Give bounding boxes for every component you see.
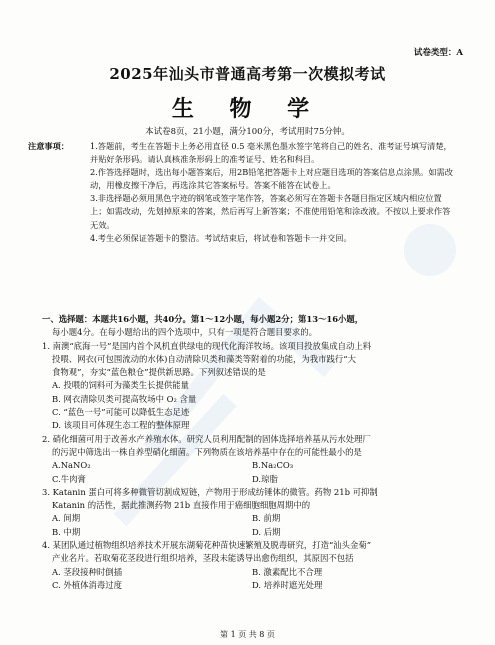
question-line: 食物观”，夯实“蓝色粮仓”提供新思路。下列叙述错误的是	[52, 367, 266, 378]
options-grid	[42, 566, 463, 593]
question-2	[42, 433, 463, 486]
option-a: A. 茎段接种时倒插	[52, 566, 122, 577]
option-d: D. 后期	[252, 526, 281, 537]
options-grid	[42, 459, 463, 486]
option-a: A.NaNO₂	[52, 460, 91, 471]
question-stem: 1. 南澳“底海一号”是国内首个风机直供绿电的现代化海洋牧场。该项目投放集成自动上料	[42, 340, 372, 351]
option-a: A. 间期	[52, 513, 81, 524]
option-c: C. 外植体消毒过度	[52, 579, 123, 590]
question-line: Katanin 的活性，据此推测药物 21b 直接作用于癌细胞细胞周期中的	[52, 500, 311, 511]
option-d: D. 该项目可体现生态工程的整体原理	[52, 420, 190, 431]
option-b: B. 网衣清除贝类可提高牧场中 O₂ 含量	[52, 393, 197, 404]
question-4	[42, 539, 463, 592]
option-a: A. 投喂的饲料可为藻类生长提供能量	[52, 380, 189, 391]
question-line: 产业名片。若取菊花茎段进行组织培养，茎段未能诱导出愈伤组织，其原因不包括	[52, 553, 354, 564]
option-b: B. 激素配比不合理	[252, 566, 323, 577]
exam-meta: 本试卷8页，21小题，满分100分，考试用时75分钟。	[145, 127, 350, 137]
question-line: 的污泥中筛选出一株自养型硝化细菌。下列物质在该培养基中存在的可能性最小的是	[52, 446, 362, 457]
section-heading-cont: 每小题4分。在每小题给出的四个选项中，只有一项是符合题目要求的。	[52, 327, 317, 338]
question-stem: 2. 硝化细菌可用于改善水产养殖水体。研究人员利用配制的固体选择培养基从污水处理厂	[42, 433, 371, 444]
notes-block	[28, 140, 457, 245]
option-c: B. 中期	[52, 526, 81, 537]
question-3	[42, 486, 463, 539]
exam-type-label: 试卷类型：A	[413, 48, 463, 58]
section-choice	[42, 313, 463, 592]
options-grid	[42, 512, 463, 539]
question-line: 投喂、网衣(可包围流动的水体)自动清除贝类和藻类等附着的功能，为我市践行“大	[52, 353, 356, 364]
notes-label: 注意事项：	[28, 141, 69, 151]
question-stem: 3. Katanin 蛋白可将多种微管切割成短链，产物用于形成纺锤体的微管。药物 21b 可抑制	[42, 486, 378, 497]
option-c: C.牛肉膏	[52, 473, 86, 484]
option-d: D.琼脂	[252, 473, 278, 484]
question-stem: 4. 某团队通过植物组织培养技术开展东湖菊花种苗快速繁殖及脱毒研究，打造“汕头金菊”	[42, 540, 372, 551]
page-footer: 第 1 页 共 8 页	[220, 630, 275, 639]
question-1	[42, 340, 463, 433]
option-b: B. 前期	[252, 513, 281, 524]
note-item-1: 1.答题前，考生在答题卡上务必用直径 0.5 毫米黑色墨水签字笔将自己的姓名、准考证号填写清楚，并贴好条形码。请认真核准条形码上的准考证号、姓名和科目。	[90, 141, 452, 165]
subject-title: 生 物 学	[171, 96, 324, 122]
note-item-3: 3.非选择题必须用黑色字迹的钢笔或签字笔作答，答案必须写在答题卡各题目指定区域内相应位置上；如需改动，先划掉原来的答案，然后再写上新答案；不准使用铅笔和涂改液。不按以上要求作答无效。	[90, 193, 451, 230]
note-item-2: 2.作答选择题时，选出每小题答案后，用2B铅笔把答题卡上对应题目选项的答案信息点涂黑。如需改动，用橡皮擦干净后，再选涂其它答案标号。答案不能答在试卷上。	[90, 167, 453, 191]
note-item-4: 4.考生必须保证答题卡的整洁。考试结束后，将试卷和答题卡一并交回。	[90, 232, 352, 243]
exam-title: 2025年汕头市普通高考第一次模拟考试	[109, 65, 386, 83]
option-c: C. “蓝色一号”可能可以降低生态足迹	[52, 407, 190, 418]
option-b: B.Na₂CO₃	[252, 460, 294, 471]
section-heading: 一、选择题：本题共16小题，共40分。第1～12小题，每小题2分；第13～16小题，	[42, 314, 364, 324]
option-d: D. 培养时遮光处理	[252, 579, 323, 590]
